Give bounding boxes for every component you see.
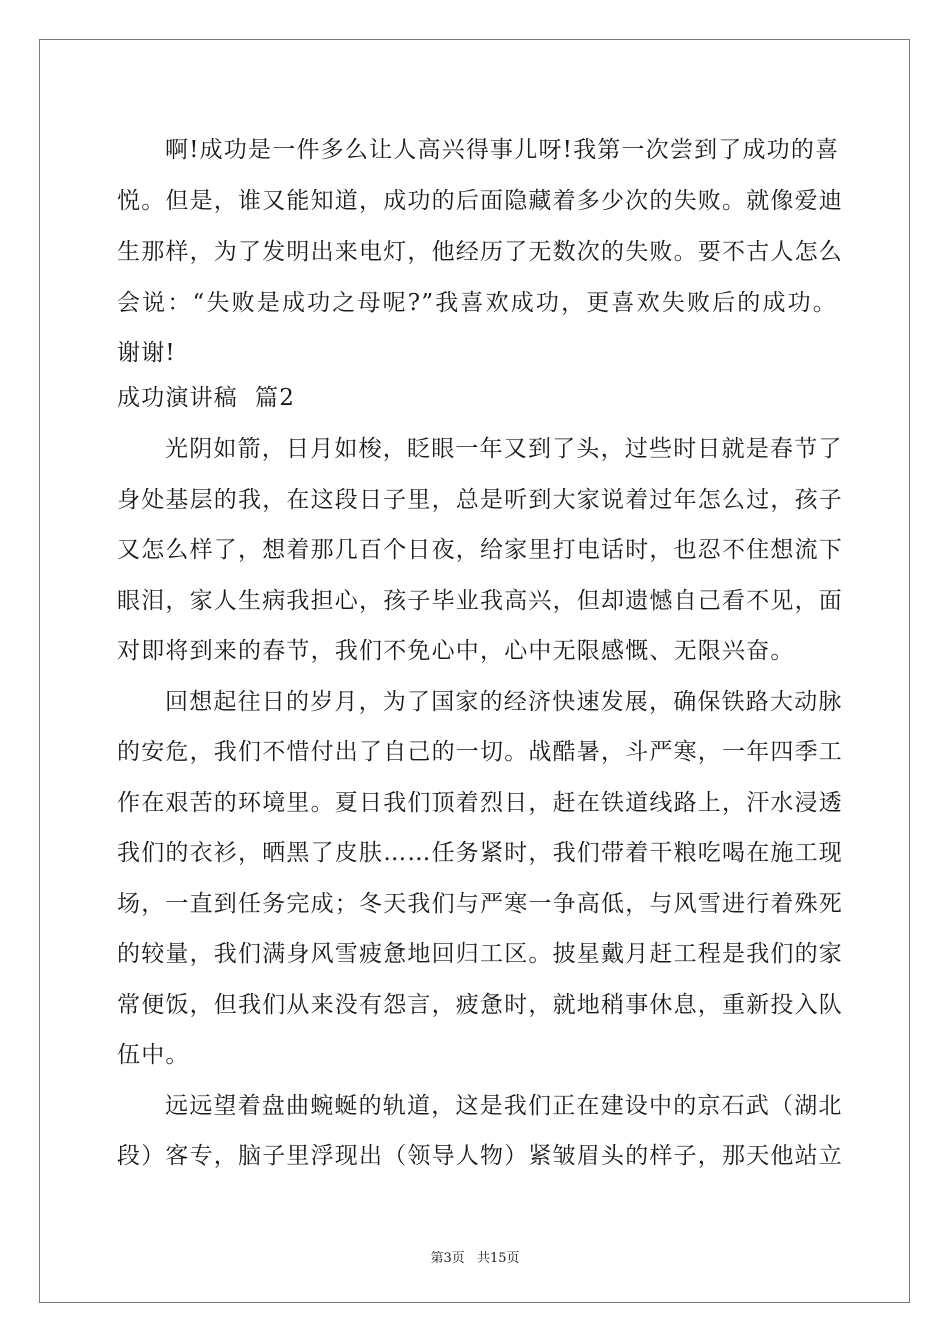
- body-line: 光阴如箭，日月如梭，眨眼一年又到了头，过些时日就是春节了: [165, 436, 843, 462]
- body-line: 远远望着盘曲蜿蜒的轨道，这是我们正在建设中的京石武（湖北: [165, 1093, 843, 1119]
- body-line: 谢谢!: [117, 340, 176, 366]
- body-line: 悦。但是，谁又能知道，成功的后面隐藏着多少次的失败。就像爱迪: [117, 188, 843, 214]
- body-line: 常便饭，但我们从来没有怨言，疲惫时，就地稍事休息，重新投入队: [117, 992, 843, 1018]
- body-line: 又怎么样了，想着那几百个日夜，给家里打电话时，也忍不住想流下: [117, 537, 843, 563]
- body-line: 伍中。: [117, 1042, 190, 1068]
- body-line: 的安危，我们不惜付出了自己的一切。战酷暑，斗严寒，一年四季工: [117, 739, 843, 765]
- body-line: 我们的衣衫，晒黑了皮肤……任务紧时，我们带着干粮吃喝在施工现: [117, 840, 843, 866]
- body-line: 段）客专，脑子里浮现出（领导人物）紧皱眉头的样子，那天他站立: [117, 1143, 843, 1169]
- body-line: 作在艰苦的环境里。夏日我们顶着烈日，赶在铁道线路上，汗水浸透: [117, 790, 843, 816]
- body-line: 生那样，为了发明出来电灯，他经历了无数次的失败。要不古人怎么: [117, 239, 843, 265]
- page-total: 共15页: [476, 1251, 520, 1266]
- body-line: 场，一直到任务完成；冬天我们与严寒一争高低，与风雪进行着殊死: [117, 891, 843, 917]
- body-line: 身处基层的我，在这段日子里，总是听到大家说着过年怎么过，孩子: [117, 487, 843, 513]
- section-heading: 成功演讲稿 篇2: [117, 385, 296, 411]
- body-line: 回想起往日的岁月，为了国家的经济快速发展，确保铁路大动脉: [165, 689, 843, 715]
- body-line: 啊!成功是一件多么让人高兴得事儿呀!我第一次尝到了成功的喜: [165, 137, 840, 163]
- body-line: 会说：“失败是成功之母呢?”我喜欢成功，更喜欢失败后的成功。: [117, 290, 837, 316]
- page-footer: [0, 1247, 950, 1266]
- body-line: 的较量，我们满身风雪疲惫地回归工区。披星戴月赶工程是我们的家: [117, 941, 843, 967]
- body-line: 对即将到来的春节，我们不免心中，心中无限感慨、无限兴奋。: [117, 638, 795, 664]
- page-number: 第3页: [430, 1251, 465, 1266]
- body-line: 眼泪，家人生病我担心，孩子毕业我高兴，但却遗憾自己看不见，面: [117, 588, 843, 614]
